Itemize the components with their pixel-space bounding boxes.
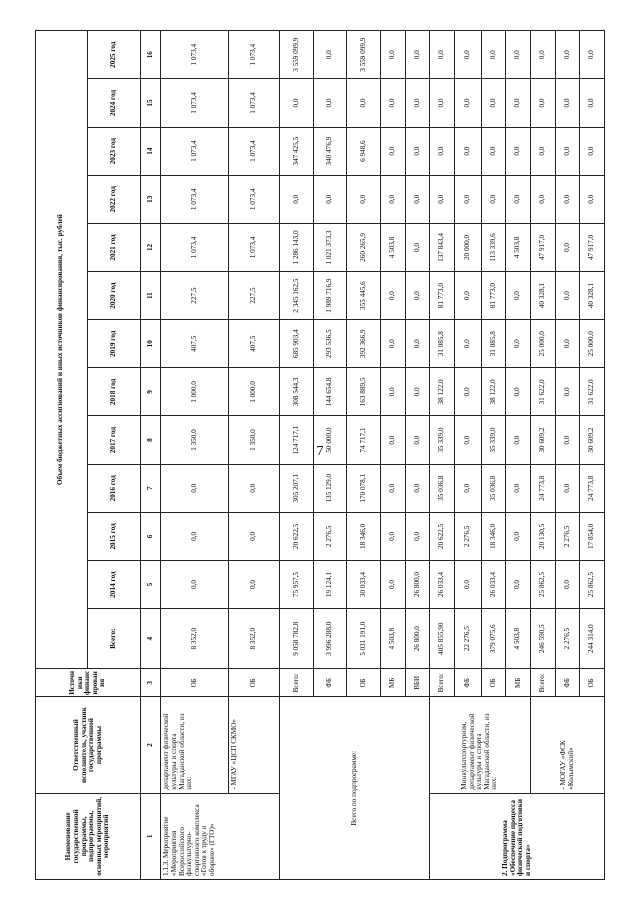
value-cell: 0,0 xyxy=(454,368,481,416)
value-cell: 18 346,0 xyxy=(347,512,381,560)
col-number: 3 xyxy=(141,669,161,697)
value-cell: 0,0 xyxy=(313,79,347,127)
value-cell: 0,0 xyxy=(580,79,605,127)
value-cell: 0,0 xyxy=(313,175,347,223)
value-cell: 0,0 xyxy=(405,368,430,416)
col-number: 6 xyxy=(141,512,161,560)
source-cell: ОБ xyxy=(161,669,228,697)
header-year: 2016 год xyxy=(87,464,141,512)
executor-name: Минкультспортуризм, департамент физической культуры и спорта Магаданской области, из них: xyxy=(430,697,531,793)
value-cell: 0,0 xyxy=(454,320,481,368)
page-number: 7 xyxy=(316,444,324,459)
value-cell: 0,0 xyxy=(481,79,506,127)
source-cell: ВБИ xyxy=(405,669,430,697)
value-cell: 30 609,2 xyxy=(531,416,556,464)
value-cell: 0,0 xyxy=(430,175,455,223)
value-cell: 1 021 373,3 xyxy=(313,223,347,271)
value-cell: 0,0 xyxy=(380,560,405,608)
header-year: 2015 год xyxy=(87,512,141,560)
value-cell: 124 717,1 xyxy=(280,416,314,464)
value-cell: 260 265,9 xyxy=(347,223,381,271)
value-cell: 0,0 xyxy=(161,464,228,512)
value-cell: 24 773,8 xyxy=(580,464,605,512)
source-cell: ФБ xyxy=(313,669,347,697)
value-cell: 0,0 xyxy=(405,175,430,223)
value-cell: 0,0 xyxy=(347,175,381,223)
col-number: 5 xyxy=(141,560,161,608)
executor-name: - МОГАУ «ФСК «Колымский» xyxy=(531,697,605,793)
value-cell: 0,0 xyxy=(380,512,405,560)
subprogram-total-label: Всего по подпрограмме: xyxy=(280,697,430,880)
rotated-table-container xyxy=(35,30,605,880)
value-cell: 1 073,4 xyxy=(228,127,280,175)
value-cell: 24 773,8 xyxy=(531,464,556,512)
value-cell: 8 352,0 xyxy=(161,609,228,669)
value-cell: 0,0 xyxy=(454,79,481,127)
header-year: 2020 год xyxy=(87,272,141,320)
value-cell: 20 130,5 xyxy=(531,512,556,560)
value-cell: 17 854,0 xyxy=(580,512,605,560)
value-cell: 0,0 xyxy=(228,464,280,512)
value-cell: 81 773,0 xyxy=(430,272,455,320)
value-cell: 1 073,4 xyxy=(228,79,280,127)
value-cell: 31 622,0 xyxy=(531,368,556,416)
funding-table xyxy=(35,30,605,880)
header-total: Всего: xyxy=(87,609,141,669)
value-cell: 1 000,0 xyxy=(228,368,280,416)
value-cell: 170 078,1 xyxy=(347,464,381,512)
column-numbers-row xyxy=(141,31,161,880)
value-cell: 0,0 xyxy=(380,464,405,512)
value-cell: 0,0 xyxy=(405,416,430,464)
source-cell: ОБ xyxy=(580,669,605,697)
value-cell: 135 129,0 xyxy=(313,464,347,512)
value-cell: 31 085,8 xyxy=(481,320,506,368)
value-cell: 0,0 xyxy=(454,31,481,79)
source-cell: ФБ xyxy=(454,669,481,697)
col-number: 1 xyxy=(141,793,161,879)
value-cell: 2 345 162,5 xyxy=(280,272,314,320)
value-cell: 25 862,5 xyxy=(580,560,605,608)
value-cell: 40 328,1 xyxy=(580,272,605,320)
value-cell: 30 609,2 xyxy=(580,416,605,464)
value-cell: 2 276,5 xyxy=(454,512,481,560)
value-cell: 0,0 xyxy=(405,127,430,175)
value-cell: 1 073,4 xyxy=(228,31,280,79)
value-cell: 0,0 xyxy=(405,272,430,320)
value-cell: 340 476,9 xyxy=(313,127,347,175)
value-cell: 40 328,1 xyxy=(531,272,556,320)
value-cell: 1 350,0 xyxy=(228,416,280,464)
header-year: 2022 год xyxy=(87,175,141,223)
value-cell: 347 425,5 xyxy=(280,127,314,175)
value-cell: 0,0 xyxy=(555,416,580,464)
value-cell: 0,0 xyxy=(405,512,430,560)
value-cell: 0,0 xyxy=(380,272,405,320)
value-cell: 0,0 xyxy=(555,560,580,608)
header-year: 2019 год xyxy=(87,320,141,368)
value-cell: 227,5 xyxy=(228,272,280,320)
value-cell: 0,0 xyxy=(531,127,556,175)
value-cell: 31 085,8 xyxy=(430,320,455,368)
value-cell: 1 073,4 xyxy=(228,223,280,271)
value-cell: 244 314,0 xyxy=(580,609,605,669)
value-cell: 0,0 xyxy=(506,127,531,175)
header-source: Источники финансирования xyxy=(36,669,141,697)
value-cell: 0,0 xyxy=(531,31,556,79)
value-cell: 0,0 xyxy=(555,368,580,416)
value-cell: 0,0 xyxy=(405,223,430,271)
value-cell: 246 590,5 xyxy=(531,609,556,669)
value-cell: 0,0 xyxy=(555,223,580,271)
value-cell: 0,0 xyxy=(380,31,405,79)
value-cell: 4 503,8 xyxy=(506,609,531,669)
table-row xyxy=(531,31,556,880)
value-cell: 0,0 xyxy=(380,127,405,175)
value-cell: 0,0 xyxy=(454,416,481,464)
col-number: 2 xyxy=(141,697,161,793)
col-number: 12 xyxy=(141,223,161,271)
value-cell: 0,0 xyxy=(228,560,280,608)
value-cell: 0,0 xyxy=(580,31,605,79)
col-number: 11 xyxy=(141,272,161,320)
value-cell: 0,0 xyxy=(506,464,531,512)
value-cell: 31 622,0 xyxy=(580,368,605,416)
value-cell: 407,5 xyxy=(161,320,228,368)
value-cell: 392 366,9 xyxy=(347,320,381,368)
value-cell: 1 989 716,9 xyxy=(313,272,347,320)
table-row xyxy=(161,31,228,880)
header-executor: Ответственный исполнитель, участник государственной программы xyxy=(36,697,141,793)
value-cell: 74 717,1 xyxy=(347,416,381,464)
value-cell: 0,0 xyxy=(454,560,481,608)
value-cell: 685 903,4 xyxy=(280,320,314,368)
value-cell: 81 773,0 xyxy=(481,272,506,320)
value-cell: 0,0 xyxy=(506,175,531,223)
value-cell: 2 276,5 xyxy=(313,512,347,560)
value-cell: 25 000,0 xyxy=(531,320,556,368)
value-cell: 0,0 xyxy=(506,512,531,560)
value-cell: 0,0 xyxy=(555,127,580,175)
table-row xyxy=(430,31,455,880)
value-cell: 1 073,4 xyxy=(228,175,280,223)
col-number: 8 xyxy=(141,416,161,464)
value-cell: 0,0 xyxy=(506,31,531,79)
value-cell: 0,0 xyxy=(380,320,405,368)
value-cell: 0,0 xyxy=(161,512,228,560)
value-cell: 0,0 xyxy=(380,175,405,223)
value-cell: 35 339,0 xyxy=(481,416,506,464)
value-cell: 0,0 xyxy=(580,175,605,223)
value-cell: 3 559 099,9 xyxy=(280,31,314,79)
value-cell: 0,0 xyxy=(531,175,556,223)
header-year: 2021 год xyxy=(87,223,141,271)
value-cell: 144 654,8 xyxy=(313,368,347,416)
value-cell: 355 445,6 xyxy=(347,272,381,320)
value-cell: 20 000,0 xyxy=(454,223,481,271)
value-cell: 6 948,6 xyxy=(347,127,381,175)
value-cell: 0,0 xyxy=(506,320,531,368)
value-cell: 0,0 xyxy=(555,175,580,223)
value-cell: 38 122,0 xyxy=(430,368,455,416)
value-cell: 30 033,4 xyxy=(347,560,381,608)
executor-name: - МГАУ «ЦСП СКМО» xyxy=(228,697,280,793)
value-cell: 20 622,5 xyxy=(280,512,314,560)
value-cell: 137 843,4 xyxy=(430,223,455,271)
value-cell: 26 800,0 xyxy=(405,560,430,608)
header-year: 2024 год xyxy=(87,79,141,127)
value-cell: 305 207,1 xyxy=(280,464,314,512)
value-cell: 22 276,5 xyxy=(454,609,481,669)
value-cell: 38 122,0 xyxy=(481,368,506,416)
table-row xyxy=(228,31,280,880)
value-cell: 1 073,4 xyxy=(161,223,228,271)
value-cell: 0,0 xyxy=(481,175,506,223)
value-cell: 26 033,4 xyxy=(481,560,506,608)
value-cell: 1 073,4 xyxy=(161,79,228,127)
col-number: 7 xyxy=(141,464,161,512)
value-cell: 0,0 xyxy=(555,272,580,320)
col-number: 4 xyxy=(141,609,161,669)
value-cell: 0,0 xyxy=(481,127,506,175)
value-cell: 379 075,6 xyxy=(481,609,506,669)
value-cell: 47 917,0 xyxy=(531,223,556,271)
value-cell: 0,0 xyxy=(313,31,347,79)
executor-name: департамент физической культуры и спорта Магаданской области, из них: xyxy=(161,697,228,793)
value-cell: 0,0 xyxy=(555,31,580,79)
value-cell: 407,5 xyxy=(228,320,280,368)
col-number: 16 xyxy=(141,31,161,79)
value-cell: 25 000,0 xyxy=(580,320,605,368)
col-number: 9 xyxy=(141,368,161,416)
source-cell: Всего: xyxy=(430,669,455,697)
value-cell: 0,0 xyxy=(405,464,430,512)
value-cell: 0,0 xyxy=(380,416,405,464)
value-cell: 0,0 xyxy=(506,79,531,127)
value-cell: 1 073,4 xyxy=(161,127,228,175)
value-cell: 4 503,8 xyxy=(380,223,405,271)
value-cell: 35 036,8 xyxy=(481,464,506,512)
value-cell: 47 917,0 xyxy=(580,223,605,271)
value-cell: 75 957,5 xyxy=(280,560,314,608)
source-cell: МБ xyxy=(380,669,405,697)
value-cell: 0,0 xyxy=(555,464,580,512)
value-cell: 227,5 xyxy=(161,272,228,320)
value-cell: 18 346,0 xyxy=(481,512,506,560)
col-number: 10 xyxy=(141,320,161,368)
value-cell: 0,0 xyxy=(430,31,455,79)
header-year: 2014 год xyxy=(87,560,141,608)
value-cell: 1 073,4 xyxy=(161,175,228,223)
source-cell: ОБ xyxy=(347,669,381,697)
value-cell: 9 058 782,8 xyxy=(280,609,314,669)
value-cell: 1 073,4 xyxy=(161,31,228,79)
value-cell: 0,0 xyxy=(347,79,381,127)
header-year: 2018 год xyxy=(87,368,141,416)
value-cell: 0,0 xyxy=(454,464,481,512)
value-cell: 293 536,5 xyxy=(313,320,347,368)
value-cell: 50 000,0 xyxy=(313,416,347,464)
col-number: 15 xyxy=(141,79,161,127)
value-cell: 0,0 xyxy=(405,79,430,127)
value-cell: 3 996 288,0 xyxy=(313,609,347,669)
value-cell: 0,0 xyxy=(454,127,481,175)
col-number: 13 xyxy=(141,175,161,223)
value-cell: 3 559 099,9 xyxy=(347,31,381,79)
header-funding: Объем бюджетных ассигнований и иных источников финансирования, тыс. рублей xyxy=(36,31,88,669)
value-cell: 0,0 xyxy=(454,175,481,223)
value-cell: 0,0 xyxy=(481,31,506,79)
value-cell: 19 124,1 xyxy=(313,560,347,608)
value-cell: 2 276,5 xyxy=(555,512,580,560)
value-cell: 0,0 xyxy=(506,560,531,608)
header-year: 2023 год xyxy=(87,127,141,175)
value-cell: 4 503,8 xyxy=(380,609,405,669)
value-cell: 4 503,8 xyxy=(506,223,531,271)
value-cell: 0,0 xyxy=(430,79,455,127)
value-cell: 1 350,0 xyxy=(161,416,228,464)
value-cell: 0,0 xyxy=(405,31,430,79)
source-cell: Всего: xyxy=(280,669,314,697)
value-cell: 0,0 xyxy=(506,368,531,416)
source-cell: Всего: xyxy=(531,669,556,697)
value-cell: 1 000,0 xyxy=(161,368,228,416)
value-cell: 8 352,0 xyxy=(228,609,280,669)
table-row xyxy=(280,31,314,880)
header-name: Наименование государственной программы, подпрограммы, основных мероприятий, мероприятий xyxy=(36,793,141,879)
value-cell: 35 036,8 xyxy=(430,464,455,512)
header-year: 2017 год xyxy=(87,416,141,464)
value-cell: 20 622,5 xyxy=(430,512,455,560)
value-cell: 2 276,5 xyxy=(555,609,580,669)
value-cell: 0,0 xyxy=(454,272,481,320)
source-cell: МБ xyxy=(506,669,531,697)
value-cell: 0,0 xyxy=(280,175,314,223)
value-cell: 405 855,90 xyxy=(430,609,455,669)
source-cell: ФБ xyxy=(555,669,580,697)
value-cell: 113 339,6 xyxy=(481,223,506,271)
value-cell: 0,0 xyxy=(228,512,280,560)
value-cell: 0,0 xyxy=(405,320,430,368)
activity-name: 1.1.3. Мероприятие «Мероприятия Всероссийского физкультурно-спортивного комплекса «Готов к труду и обороне» (ГТО)» xyxy=(161,793,280,879)
value-cell: 35 339,0 xyxy=(430,416,455,464)
source-cell: ОБ xyxy=(228,669,280,697)
value-cell: 1 286 143,0 xyxy=(280,223,314,271)
value-cell: 0,0 xyxy=(506,416,531,464)
value-cell: 0,0 xyxy=(280,79,314,127)
value-cell: 5 031 191,0 xyxy=(347,609,381,669)
subprogram-name: 2. Подпрограмма «Обеспечение процесса физической подготовки и спорта» xyxy=(430,793,605,879)
value-cell: 0,0 xyxy=(555,320,580,368)
value-cell: 0,0 xyxy=(380,79,405,127)
value-cell: 0,0 xyxy=(531,79,556,127)
value-cell: 0,0 xyxy=(555,79,580,127)
col-number: 14 xyxy=(141,127,161,175)
value-cell: 0,0 xyxy=(161,560,228,608)
header-year: 2025 год xyxy=(87,31,141,79)
value-cell: 163 889,5 xyxy=(347,368,381,416)
value-cell: 0,0 xyxy=(580,127,605,175)
value-cell: 0,0 xyxy=(506,272,531,320)
value-cell: 308 544,3 xyxy=(280,368,314,416)
value-cell: 0,0 xyxy=(430,127,455,175)
value-cell: 26 033,4 xyxy=(430,560,455,608)
value-cell: 26 800,0 xyxy=(405,609,430,669)
value-cell: 0,0 xyxy=(380,368,405,416)
source-cell: ОБ xyxy=(481,669,506,697)
value-cell: 25 862,5 xyxy=(531,560,556,608)
